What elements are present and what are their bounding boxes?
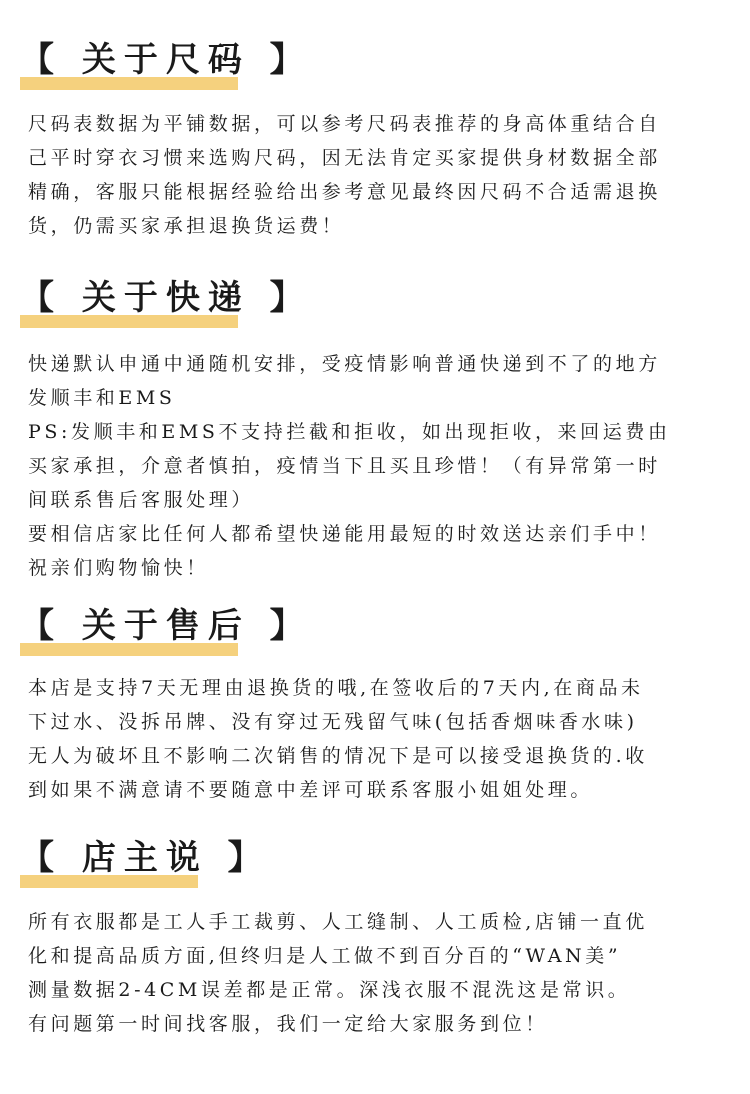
paragraph-line: 有问题第一时间找客服，我们一定给大家服务到位！ bbox=[28, 1013, 548, 1035]
paragraph-line: 发顺丰和EMS bbox=[28, 387, 176, 409]
heading-text: 【 关于尺码 】 bbox=[20, 40, 312, 80]
paragraph-line: 本店是支持7天无理由退换货的哦,在签收后的7天内,在商品未 bbox=[28, 677, 644, 699]
section-heading-owner-says bbox=[0, 832, 750, 892]
section-after-sales bbox=[0, 600, 750, 660]
paragraph-after-sales bbox=[28, 671, 728, 807]
heading-text: 【 关于快递 】 bbox=[20, 278, 312, 318]
paragraph-size bbox=[28, 107, 728, 243]
paragraph-owner-says bbox=[28, 905, 728, 1041]
highlighted-line: PS:发顺丰和EMS不支持拦截和拒收，如出现拒收，来回运费由 bbox=[28, 415, 728, 449]
paragraph-line: 到如果不满意请不要随意中差评可联系客服小姐姐处理。 bbox=[28, 779, 594, 801]
paragraph-line: 快递默认申通中通随机安排，受疫情影响普通快递到不了的地方 bbox=[28, 353, 661, 375]
paragraph-delivery bbox=[28, 347, 728, 585]
heading-text: 【 关于售后 】 bbox=[20, 606, 312, 646]
paragraph-line: 无人为破坏且不影响二次销售的情况下是可以接受退换货的.收 bbox=[28, 745, 648, 767]
paragraph-line: 要相信店家比任何人都希望快递能用最短的时效送达亲们手中！ bbox=[28, 523, 661, 545]
paragraph-line: 下过水、没拆吊牌、没有穿过无残留气味(包括香烟味香水味) bbox=[28, 711, 638, 733]
paragraph-line: 尺码表数据为平铺数据，可以参考尺码表推荐的身高体重结合自 bbox=[28, 113, 661, 135]
section-heading-after-sales bbox=[0, 600, 750, 660]
paragraph-line: 祝亲们购物愉快！ bbox=[28, 557, 209, 579]
heading-text: 【 店主说 】 bbox=[20, 838, 270, 878]
paragraph-line: 化和提高品质方面,但终归是人工做不到百分百的“WAN美” bbox=[28, 945, 622, 967]
paragraph-line: 精确，客服只能根据经验给出参考意见最终因尺码不合适需退换 bbox=[28, 181, 661, 203]
paragraph-line: 间联系售后客服处理） bbox=[28, 489, 255, 511]
paragraph-line: 所有衣服都是工人手工裁剪、人工缝制、人工质检,店铺一直优 bbox=[28, 911, 648, 933]
section-delivery bbox=[0, 272, 750, 332]
section-size bbox=[0, 34, 750, 94]
paragraph-line: 测量数据2-4CM误差都是正常。深浅衣服不混洗这是常识。 bbox=[28, 979, 631, 1001]
highlighted-line: 买家承担，介意者慎拍，疫情当下且买且珍惜！（有异常第一时 bbox=[28, 449, 448, 483]
paragraph-line: 货，仍需买家承担退换货运费！ bbox=[28, 215, 345, 237]
section-heading-delivery bbox=[0, 272, 750, 332]
section-heading-size bbox=[0, 34, 750, 94]
paragraph-line: 己平时穿衣习惯来选购尺码，因无法肯定买家提供身材数据全部 bbox=[28, 147, 661, 169]
section-owner-says bbox=[0, 832, 750, 892]
